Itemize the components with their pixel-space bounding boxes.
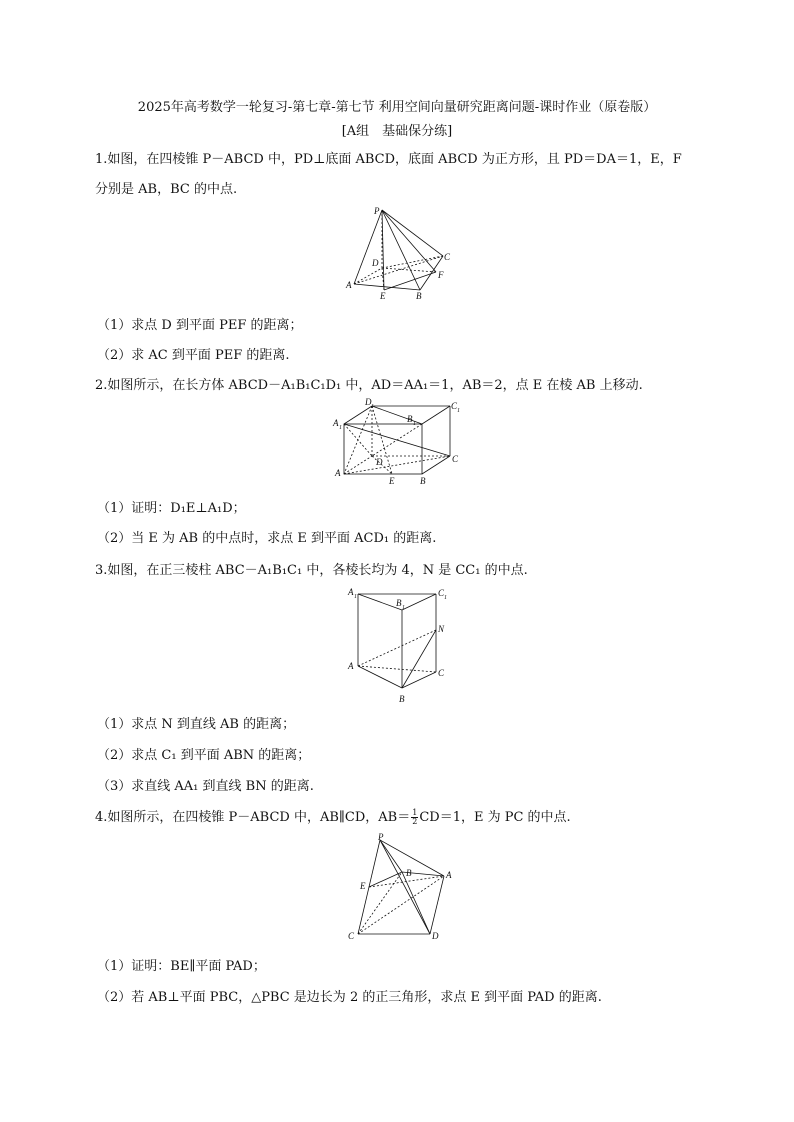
document-title: 2025年高考数学一轮复习-第七章-第七节 利用空间向量研究距离问题-课时作业（原卷版） — [137, 100, 657, 115]
problem-3-label-3: 1 — [402, 605, 405, 611]
problem-3-label-9: B — [399, 694, 405, 704]
problem-2-stem: 2.如图所示，在长方体 ABCD－A₁B₁C₁D₁ 中，AD＝AA₁＝1，AB＝2，点 E 在棱 AB 上移动. — [95, 378, 643, 393]
problem-4-part-1: （1）证明：BE∥平面 PAD； — [97, 959, 266, 974]
problem-4-label-5: D — [432, 931, 439, 941]
problem-3-label-7: A — [348, 661, 354, 671]
problem-2-label-6: B — [407, 414, 413, 424]
problem-1-stem: 1.如图，在四棱锥 P－ABCD 中，PD⊥底面 ABCD，底面 ABCD 为正方形，且 PD＝DA＝1，E，F — [95, 152, 682, 167]
problem-4-label-4: C — [348, 931, 355, 941]
problem-3-label-8: C — [438, 668, 445, 678]
problem-1-stem-cont: 分别是 AB，BC 的中点. — [95, 182, 238, 197]
problem-1-figure — [340, 202, 460, 302]
problem-2-label-9: A — [335, 468, 341, 478]
problem-2-label-12: B — [420, 476, 426, 486]
problem-2-label-8: D — [376, 457, 383, 467]
problem-3-label-1: 1 — [354, 594, 357, 600]
problem-2-label-0: D — [365, 397, 372, 407]
problem-3-label-5: 1 — [444, 595, 447, 601]
problem-4-label-3: E — [360, 881, 366, 891]
problem-3-figure — [340, 584, 460, 708]
problem-2-label-1: 1 — [371, 404, 374, 410]
problem-2-label-5: 1 — [339, 425, 342, 431]
problem-1-label-0: P — [374, 206, 380, 216]
problem-2-label-10: C — [452, 454, 459, 464]
problem-4-label-1: B — [406, 868, 412, 878]
problem-4-figure — [340, 830, 460, 942]
problem-4-label-2: A — [446, 870, 452, 880]
problem-2-label-4: A — [333, 418, 339, 428]
problem-1-label-1: D — [372, 258, 379, 268]
problem-4-stem-b: CD＝1，E 为 PC 的中点. — [419, 810, 571, 825]
problem-4-part-2: （2）若 AB⊥平面 PBC，△PBC 是边长为 2 的正三角形，求点 E 到平面 PAD 的距离. — [97, 990, 602, 1005]
problem-3-label-2: B — [396, 598, 402, 608]
fraction-denominator: 2 — [412, 817, 418, 826]
problem-1-label-3: A — [346, 280, 352, 290]
problem-3-stem: 3.如图，在正三棱柱 ABC－A₁B₁C₁ 中，各棱长均为 4，N 是 CC₁ 的中点. — [95, 563, 528, 578]
problem-1-label-4: E — [380, 291, 386, 301]
problem-2-label-7: 1 — [413, 421, 416, 427]
fraction-numerator: 1 — [412, 808, 418, 817]
problem-2-label-11: E — [389, 476, 395, 486]
section-heading: [A组 基础保分练] — [341, 124, 453, 139]
problem-2-part-2: （2）当 E 为 AB 的中点时，求点 E 到平面 ACD₁ 的距离. — [97, 531, 437, 546]
problem-1-part-1: （1）求点 D 到平面 PEF 的距离； — [97, 318, 303, 333]
problem-2-part-1: （1）证明：D₁E⊥A₁D； — [97, 501, 246, 516]
problem-1-label-2: C — [444, 252, 451, 262]
problem-3-part-1: （1）求点 N 到直线 AB 的距离； — [97, 717, 296, 732]
problem-2-label-2: C — [451, 401, 458, 411]
fraction-one-half — [411, 809, 418, 826]
problem-3-label-4: C — [438, 588, 445, 598]
problem-4-label-0: P — [378, 832, 384, 842]
problem-3-label-0: A — [348, 587, 354, 597]
problem-2-label-3: 1 — [457, 408, 460, 414]
problem-1-label-6: F — [438, 270, 444, 280]
problem-3-part-3: （3）求直线 AA₁ 到直线 BN 的距离. — [97, 779, 314, 794]
problem-3-part-2: （2）求点 C₁ 到平面 ABN 的距离； — [97, 748, 311, 763]
problem-4-stem — [95, 806, 571, 826]
problem-1-label-5: B — [416, 291, 422, 301]
problem-3-label-6: N — [438, 624, 445, 634]
problem-4-stem-a: 4.如图所示，在四棱锥 P－ABCD 中，AB∥CD，AB＝ — [95, 810, 411, 825]
problem-2-figure — [330, 396, 466, 490]
problem-1-part-2: （2）求 AC 到平面 PEF 的距离. — [97, 348, 290, 363]
